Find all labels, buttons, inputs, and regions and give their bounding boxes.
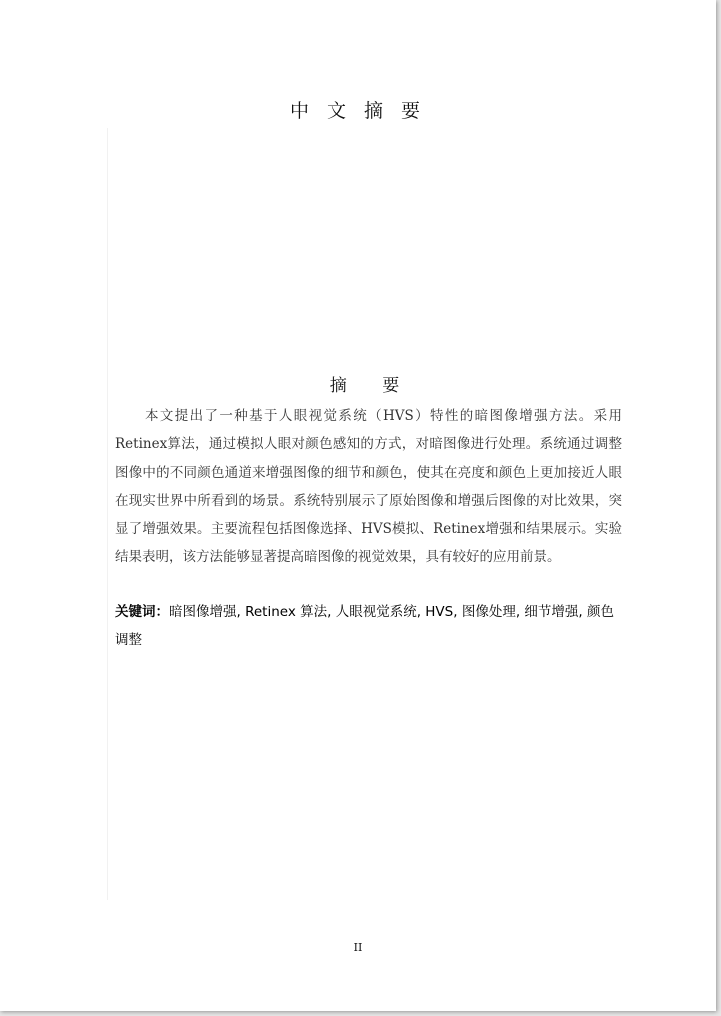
page-number: II <box>353 941 363 954</box>
keywords-line <box>115 598 625 654</box>
margin-guide-line <box>107 128 108 900</box>
abstract-heading: 摘 要 <box>329 376 415 396</box>
keywords-text: 暗图像增强, Retinex 算法, 人眼视觉系统, HVS, 图像处理, 细节增强, 颜色调整 <box>115 604 614 648</box>
keywords-label: 关键词： <box>115 604 169 620</box>
abstract-body: 本文提出了一种基于人眼视觉系统（HVS）特性的暗图像增强方法。采用Retinex算法，通过模拟人眼对颜色感知的方式，对暗图像进行处理。系统通过调整图像中的不同颜色通道来增强图像的细节和颜色，使其在亮度和颜色上更加接近人眼在现实世界中所看到的场景。系统特别展示了原始图像和增强后图像的对比效果，突显了增强效果。主要流程包括图像选择、HVS模拟、Retinex增强和结果展示。实验结果表明，该方法能够显著提高暗图像的视觉效果，具有较好的应用前景。 <box>115 408 622 566</box>
page-title: 中 文 摘 要 <box>289 100 427 122</box>
